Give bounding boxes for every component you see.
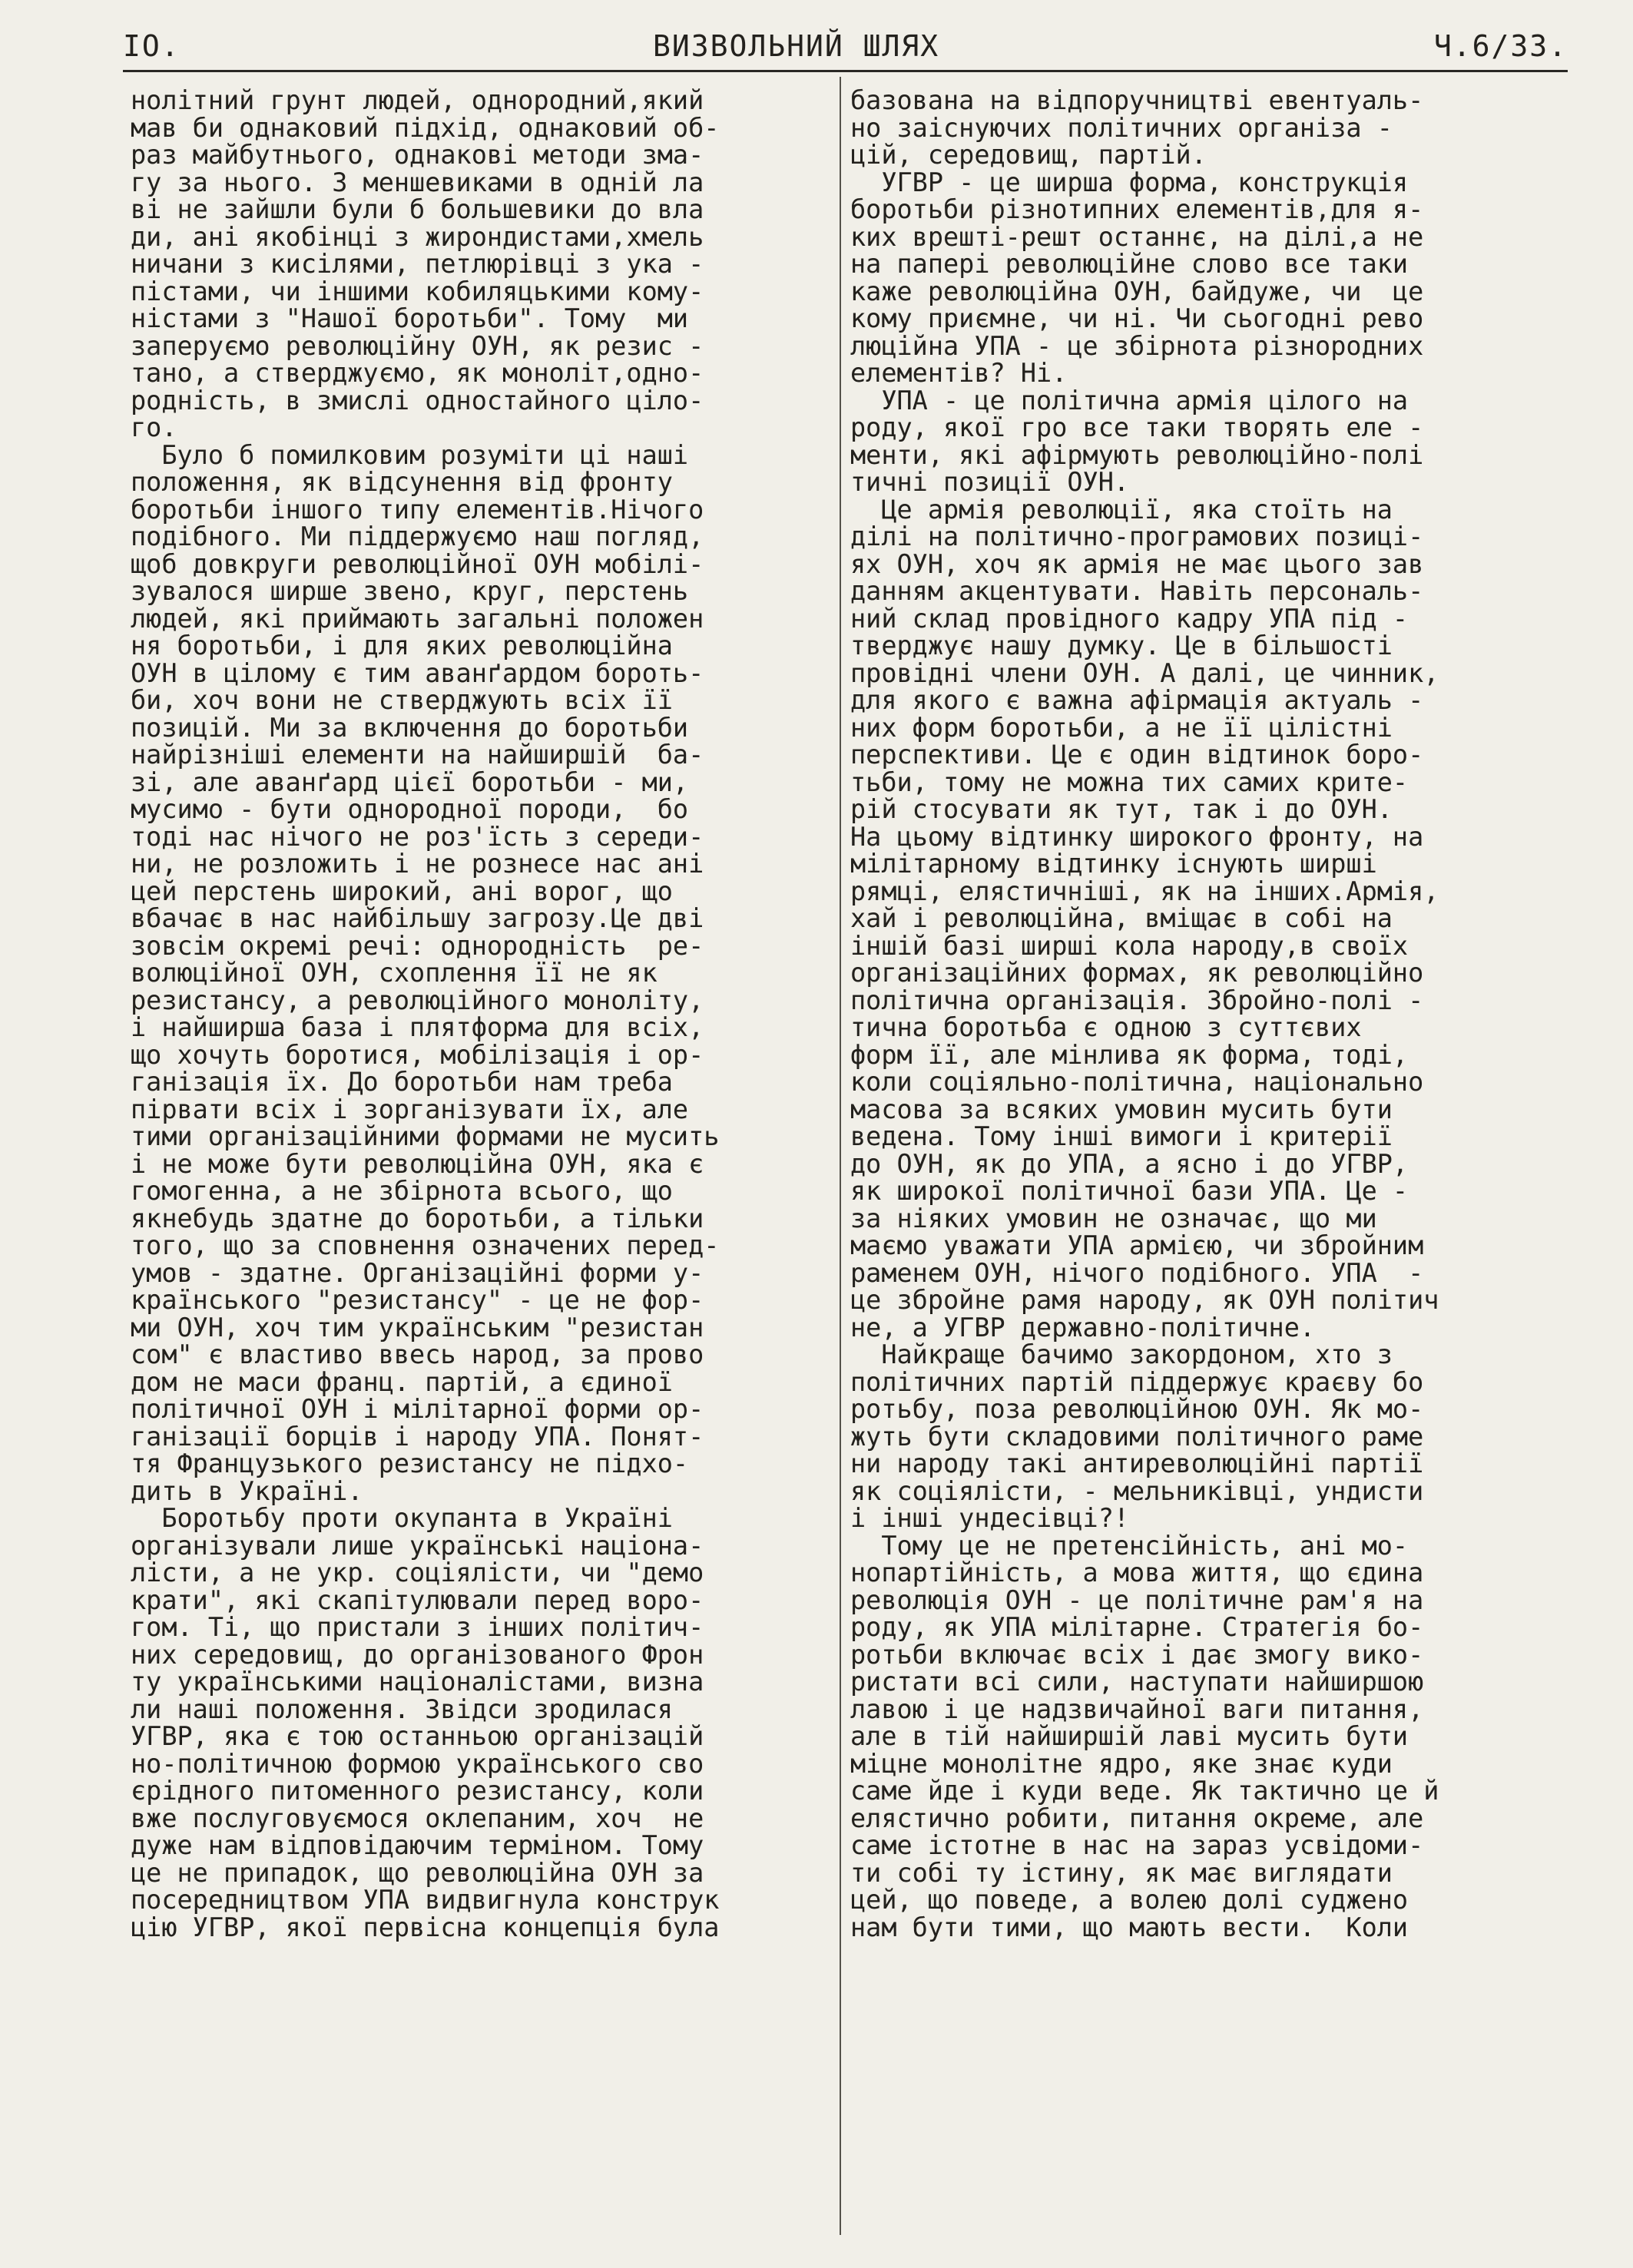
text-line: для якого є важна афірмація актуаль -: [850, 685, 1424, 715]
text-line: би, хоч вони не стверджують всіх її: [131, 685, 673, 715]
text-line: тя Французького резистансу не підхо-: [131, 1449, 689, 1478]
text-line: Найкраще бачимо закордоном, хто з: [850, 1339, 1393, 1369]
text-line: ністами з "Нашої боротьби". Тому ми: [131, 303, 689, 333]
text-line: ни народу такі антиреволюційні партії: [850, 1449, 1424, 1478]
text-line: сом" є властиво ввесь народ, за прово: [131, 1339, 704, 1369]
text-line: ОУН в цілому є тим аванґардом бороть-: [131, 657, 704, 688]
text-line: дить в Україні.: [131, 1475, 363, 1506]
text-line: тверджує нашу думку. Це в більшості: [850, 631, 1393, 661]
text-line: вже послуговуємося оклепаним, хоч не: [131, 1803, 704, 1833]
text-line: подібного. Ми піддержуємо наш погляд,: [131, 521, 704, 551]
text-line: ких врешті-решт останнє, на ділі,а не: [850, 221, 1424, 252]
text-line: не, а УГВР державно-політичне.: [850, 1312, 1316, 1343]
text-line: УГВР, яка є тою останньою організацій: [131, 1721, 704, 1751]
text-line: тична боротьба є одною з суттєвих: [850, 1012, 1362, 1042]
text-line: до ОУН, як до УПА, а ясно і до УГВР,: [850, 1148, 1409, 1179]
text-line: людей, які приймають загальні положен: [131, 603, 704, 634]
text-line: но заіснуючих політичних організа -: [850, 112, 1393, 143]
text-line: жуть бути складовими політичного раме: [850, 1421, 1424, 1452]
text-line: резистансу, а революційного моноліту,: [131, 985, 704, 1015]
text-line: Це армія революції, яка стоїть на: [850, 494, 1393, 525]
text-line: цей, що поведе, а волею долі суджено: [850, 1885, 1409, 1915]
text-line: роду, якої гро все таки творять еле -: [850, 412, 1424, 442]
text-line: але в тій найширшій лаві мусить бути: [850, 1721, 1409, 1751]
text-line: нолітний грунт людей, однородний,який: [131, 85, 704, 115]
text-line: політична організація. Збройно-полі -: [850, 985, 1424, 1015]
text-line: дуже нам відповідаючим терміном. Тому: [131, 1830, 704, 1860]
text-line: ний склад провідного кадру УПА під -: [850, 603, 1409, 634]
text-line: базована на відпоручництві евентуаль-: [850, 85, 1424, 115]
text-line: ях ОУН, хоч як армія не має цього зав: [850, 548, 1424, 579]
text-line: ми ОУН, хоч тим українським "резистан: [131, 1312, 704, 1343]
text-line: як широкої політичної бази УПА. Це -: [850, 1176, 1409, 1206]
text-line: боротьби різнотипних елементів,для я-: [850, 194, 1424, 224]
text-line: і інші ундесівці?!: [850, 1503, 1130, 1533]
text-line: гом. Ті, що пристали з інших політич-: [131, 1612, 704, 1642]
text-line: тано, а стверджуємо, як моноліт,одно-: [131, 358, 704, 388]
issue-number: Ч.6/33.: [1433, 29, 1568, 63]
text-line: ничани з кисілями, петлюрівці з ука -: [131, 249, 704, 279]
left-column: [131, 87, 830, 1941]
text-line: боротьби іншого типу елементів.Нічого: [131, 494, 704, 525]
text-line: провідні члени ОУН. А далі, це чинник,: [850, 657, 1439, 688]
text-line: гу за нього. З меншевиками в одній ла: [131, 167, 704, 197]
text-line: умов - здатне. Організаційні форми у-: [131, 1257, 704, 1288]
text-line: якнебудь здатне до боротьби, а тільки: [131, 1203, 704, 1233]
text-line: посередництвом УПА видвигнула конструк: [131, 1885, 720, 1915]
text-line: зувалося ширше звено, круг, перстень: [131, 576, 689, 606]
text-line: На цьому відтинку широкого фронту, на: [850, 821, 1424, 852]
page-number: IO.: [123, 29, 181, 63]
text-line: ганізації борців і народу УПА. Понят-: [131, 1421, 704, 1452]
text-line: роду, як УПА мілітарне. Стратегія бо-: [850, 1612, 1424, 1642]
text-line: Боротьбу проти окупанта в Україні: [131, 1503, 673, 1533]
text-line: це не припадок, що революційна ОУН за: [131, 1857, 704, 1888]
text-line: іншій базі ширші кола народу,в своїх: [850, 930, 1409, 961]
text-line: ди, ані якобінці з жирондистами,хмель: [131, 221, 704, 252]
text-line: ли наші положення. Звідси зродилася: [131, 1694, 673, 1724]
text-line: політичних партій піддержує краєву бо: [850, 1366, 1424, 1397]
text-line: позицій. Ми за включення до боротьби: [131, 712, 689, 743]
text-line: зі, але аванґард цієї боротьби - ми,: [131, 766, 689, 797]
text-line: тоді нас нічого не роз'їсть з середи-: [131, 821, 704, 852]
text-line: елементів? Ні.: [850, 358, 1068, 388]
text-line: тичні позиції ОУН.: [850, 467, 1130, 497]
text-line: лавою і це надзвичайної ваги питання,: [850, 1694, 1424, 1724]
text-line: хай і революційна, вміщає в собі на: [850, 903, 1393, 933]
text-line: елястично робити, питання окреме, але: [850, 1803, 1424, 1833]
text-line: ділі на політично-програмових позиці-: [850, 521, 1424, 551]
text-line: УПА - це політична армія цілого на: [850, 385, 1409, 416]
text-line: того, що за сповнення означених перед-: [131, 1230, 720, 1260]
text-line: но-політичною формою українського сво: [131, 1748, 704, 1779]
text-line: ротьби включає всіх і дає змогу вико-: [850, 1639, 1424, 1670]
text-line: зовсім окремі речі: однородність ре-: [131, 930, 704, 961]
text-line: данням акцентувати. Навіть персональ-: [850, 576, 1424, 606]
text-line: нам бути тими, що мають вести. Коли: [850, 1912, 1409, 1942]
text-line: го.: [131, 412, 177, 442]
text-line: дом не маси франц. партій, а єдиної: [131, 1366, 673, 1397]
text-line: пірвати всіх і зорганізувати їх, але: [131, 1094, 689, 1124]
text-line: форм її, але мінлива як форма, тоді,: [850, 1039, 1409, 1070]
text-line: мілітарному відтинку існують ширші: [850, 849, 1377, 879]
text-line: пістами, чи іншими кобиляцькими кому-: [131, 276, 704, 306]
text-line: за ніяких умовин не означає, що ми: [850, 1203, 1377, 1233]
text-line: рій стосувати як тут, так і до ОУН.: [850, 794, 1393, 824]
text-line: країнського "резистансу" - це не фор-: [131, 1285, 704, 1315]
text-line: тими організаційними формами не мусить: [131, 1121, 720, 1151]
text-line: щоб довкруги революційної ОУН мобілі-: [131, 548, 704, 579]
text-line: політичної ОУН і мілітарної форми ор-: [131, 1394, 704, 1424]
text-line: них середовищ, до організованого Фрон: [131, 1639, 704, 1670]
text-line: масова за всяких умовин мусить бути: [850, 1094, 1393, 1124]
text-line: кому приємне, чи ні. Чи сьогодні рево: [850, 303, 1424, 333]
text-line: ві не зайшли були б большевики до вла: [131, 194, 704, 224]
text-line: волюційної ОУН, схоплення її не як: [131, 958, 658, 988]
text-line: люційна УПА - це збірнота різнородних: [850, 330, 1424, 361]
text-line: мав би однаковий підхід, однаковий об-: [131, 112, 720, 143]
text-line: маємо уважати УПА армією, чи збройним: [850, 1230, 1424, 1260]
text-line: цію УГВР, якої первісна концепція була: [131, 1912, 720, 1942]
text-line: цей перстень широкий, ані ворог, що: [131, 876, 673, 906]
text-line: організаційних формах, як революційно: [850, 958, 1424, 988]
text-line: раз майбутнього, однакові методи зма-: [131, 140, 704, 170]
text-line: раменем ОУН, нічого подібного. УПА -: [850, 1257, 1424, 1288]
text-line: менти, які афірмують революційно-полі: [850, 439, 1424, 470]
running-header: [123, 29, 1568, 68]
text-line: Було б помилковим розуміти ці наші: [131, 439, 689, 470]
text-line: ту українськими націоналістами, визна: [131, 1667, 704, 1697]
text-line: міцне монолітне ядро, яке знає куди: [850, 1748, 1393, 1779]
text-line: лісти, а не укр. соціялісти, чи "демо: [131, 1558, 704, 1588]
text-line: це збройне рамя народу, як ОУН політич: [850, 1285, 1439, 1315]
text-line: на папері революційне слово все таки: [850, 249, 1409, 279]
text-line: ротьбу, поза революційною ОУН. Як мо-: [850, 1394, 1424, 1424]
text-line: ти собі ту істину, як має виглядати: [850, 1857, 1393, 1888]
text-line: вбачає в нас найбільшу загрозу.Це дві: [131, 903, 704, 933]
text-line: заперуємо революційну ОУН, як резис -: [131, 330, 704, 361]
text-line: ни, не розложить і не рознесе нас ані: [131, 849, 704, 879]
text-line: Тому це не претенсійність, ані мо-: [850, 1530, 1409, 1561]
text-line: організували лише українські націона-: [131, 1530, 704, 1561]
text-line: ристати всі сили, наступати найширшою: [850, 1667, 1424, 1697]
text-line: крати", які скапітулювали перед воро-: [131, 1584, 704, 1615]
text-line: ведена. Тому інші вимоги і критерії: [850, 1121, 1393, 1151]
text-line: гомогенна, а не збірнота всього, що: [131, 1176, 673, 1206]
text-line: цій, середовищ, партій.: [850, 140, 1207, 170]
text-line: ня боротьби, і для яких революційна: [131, 631, 673, 661]
text-line: саме йде і куди веде. Як тактично це й: [850, 1776, 1439, 1806]
text-line: ганізація їх. До боротьби нам треба: [131, 1067, 673, 1097]
text-line: них форм боротьби, а не її цілістні: [850, 712, 1393, 743]
journal-title: ВИЗВОЛЬНИЙ ШЛЯХ: [653, 29, 940, 63]
text-line: перспективи. Це є один відтинок боро-: [850, 740, 1424, 770]
text-line: як соціялісти, - мельниківці, ундисти: [850, 1475, 1424, 1506]
text-line: єрідного питоменного резистансу, коли: [131, 1776, 704, 1806]
right-column: [850, 87, 1542, 1941]
text-line: положення, як відсунення від фронту: [131, 467, 673, 497]
text-line: рямці, елястичніші, як на інших.Армія,: [850, 876, 1439, 906]
text-line: саме істотне в нас на зараз усвідоми-: [850, 1830, 1424, 1860]
text-line: тьби, тому не можна тих самих крите-: [850, 766, 1409, 797]
text-line: УГВР - це ширша форма, конструкція: [850, 167, 1409, 197]
text-line: що хочуть боротися, мобілізація і ор-: [131, 1039, 704, 1070]
text-line: родність, в змислі одностайного ціло-: [131, 385, 704, 416]
text-line: найрізніші елементи на найширшій ба-: [131, 740, 704, 770]
text-line: мусимо - бути однородної породи, бо: [131, 794, 689, 824]
text-line: нопартійність, а мова життя, що єдина: [850, 1558, 1424, 1588]
text-line: каже революційна ОУН, байдуже, чи це: [850, 276, 1424, 306]
text-line: революція ОУН - це політичне рам'я на: [850, 1584, 1424, 1615]
header-rule: [123, 70, 1568, 72]
text-line: і не може бути революційна ОУН, яка є: [131, 1148, 704, 1179]
column-divider: [840, 77, 841, 2235]
text-line: коли соціяльно-політична, національно: [850, 1067, 1424, 1097]
text-line: і найширша база і плятформа для всіх,: [131, 1012, 704, 1042]
